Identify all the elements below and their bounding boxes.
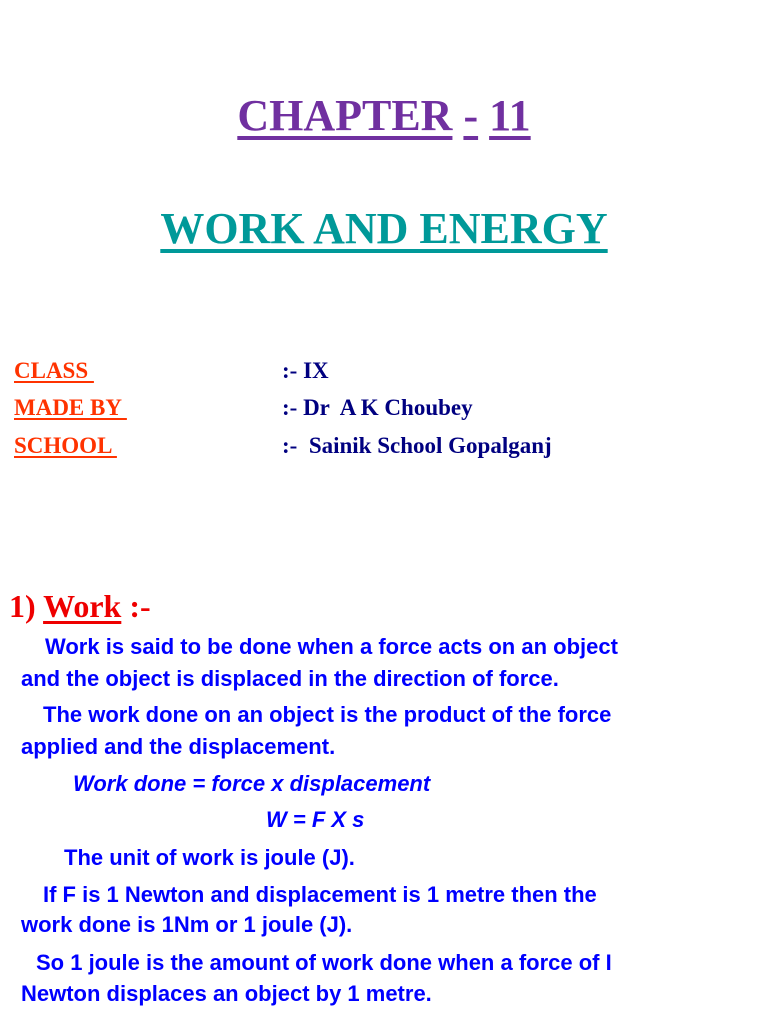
meta-row-made-by <box>14 395 754 425</box>
section-heading <box>9 588 151 625</box>
body-line: Work is said to be done when a force acts on an object <box>45 634 618 659</box>
body-line: So 1 joule is the amount of work done when a force of I <box>36 950 612 975</box>
topic-title: WORK AND ENERGY <box>160 204 608 253</box>
body-line: work done is 1Nm or 1 joule (J). <box>21 912 353 937</box>
body-line: Newton displaces an object by 1 metre. <box>21 981 432 1006</box>
formula-symbols: W = F X s <box>266 807 365 832</box>
section-title: Work <box>43 588 122 624</box>
body-line: The work done on an object is the product of the force <box>43 702 612 727</box>
meta-key: MADE BY <box>14 395 127 420</box>
meta-value: :- Dr A K Choubey <box>282 395 473 420</box>
formula-line: Work done = force x displacement <box>73 771 431 796</box>
body-line: and the object is displaced in the direction of force. <box>21 666 559 691</box>
body-line: The unit of work is joule (J). <box>64 845 355 870</box>
body-line: If F is 1 Newton and displacement is 1 metre then the <box>43 882 597 907</box>
meta-key: CLASS <box>14 358 94 383</box>
meta-value: :- IX <box>282 358 329 383</box>
section-number: 1) <box>9 588 36 624</box>
meta-row-school <box>14 433 754 463</box>
chapter-label: CHAPTER <box>237 91 453 140</box>
chapter-number: 11 <box>489 91 531 140</box>
body-line: applied and the displacement. <box>21 734 336 759</box>
section-suffix: :- <box>129 588 151 624</box>
meta-key: SCHOOL <box>14 433 117 458</box>
meta-value: :- Sainik School Gopalganj <box>282 433 552 458</box>
meta-row-class <box>14 358 754 388</box>
chapter-title <box>0 90 768 141</box>
chapter-separator: - <box>463 91 479 140</box>
